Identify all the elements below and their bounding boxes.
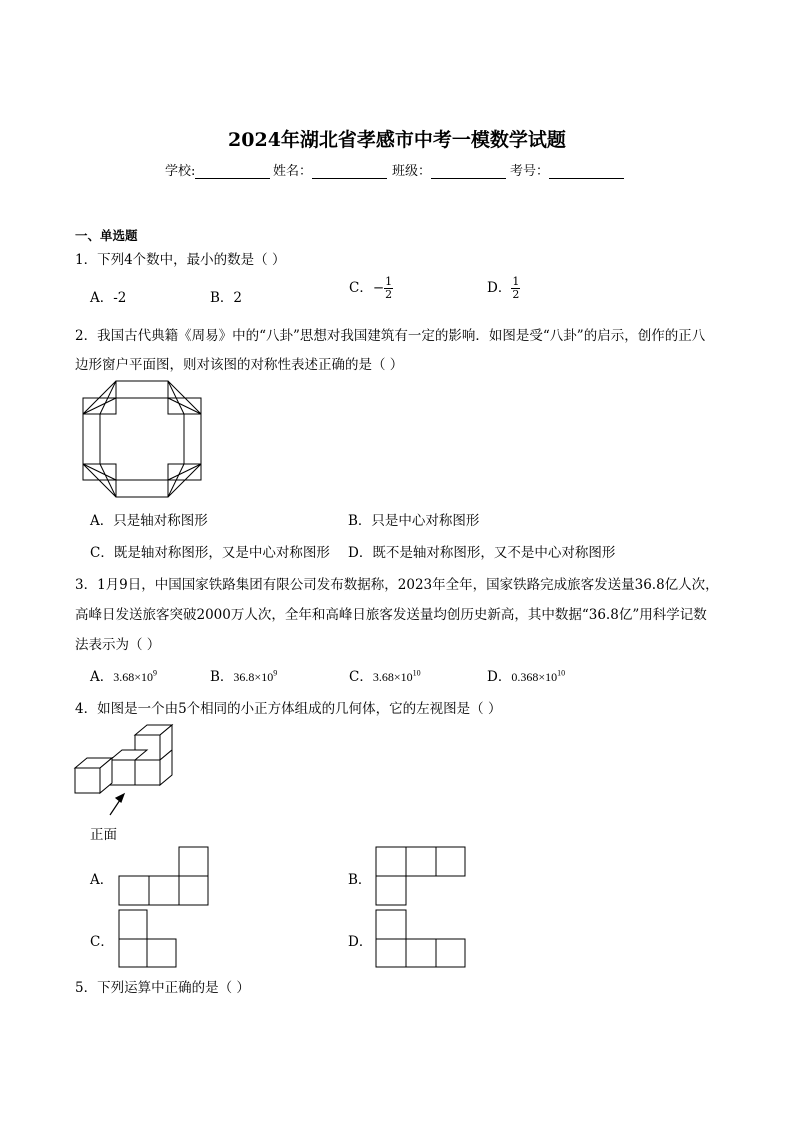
q4-option-c-figure — [118, 909, 180, 969]
q4-option-b-label: B． — [348, 872, 372, 888]
q1-option-a: A．-2 — [90, 290, 127, 306]
page-title: 2024年湖北省孝感市中考一模数学试题 — [228, 129, 566, 151]
cube-solid-figure — [72, 725, 177, 815]
q4-option-a-label: A． — [90, 872, 114, 888]
cube-c3-front — [135, 760, 160, 785]
cube-c1-front — [75, 768, 100, 793]
octagon-window-figure — [82, 380, 202, 498]
q1-option-c — [349, 276, 393, 301]
q3-option-d-label: D． — [487, 669, 512, 685]
q2-option-b: B．只是中心对称图形 — [348, 513, 480, 529]
q2-option-a: A．只是轴对称图形 — [90, 513, 208, 529]
q3-option-a — [90, 665, 157, 685]
q2-stem-line2: 边形窗户平面图，则对该图的对称性表述正确的是（ ） — [75, 357, 404, 373]
q4-stem: 4．如图是一个由5个相同的小正方体组成的几何体，它的左视图是（ ） — [75, 701, 502, 717]
q3-option-d-exp: 10 — [557, 668, 566, 678]
number-field — [510, 160, 624, 179]
name-blank — [312, 164, 387, 179]
school-field — [165, 160, 270, 179]
q1-option-c-fraction — [384, 276, 393, 301]
front-arrow-head — [116, 794, 124, 802]
class-blank — [431, 164, 506, 179]
q5-stem: 5．下列运算中正确的是（ ） — [75, 980, 250, 996]
name-label: 姓名： — [273, 164, 313, 179]
q3-option-b-exp: 9 — [273, 668, 278, 678]
q3-option-b-base: 36.8×10 — [233, 670, 274, 684]
q1-stem: 1．下列4个数中，最小的数是（ ） — [75, 252, 286, 268]
q3-option-c-exp: 10 — [412, 668, 421, 678]
q1-option-b: B．2 — [210, 290, 243, 306]
school-label: 学校: — [165, 164, 196, 179]
q1-d-numerator: 1 — [512, 275, 520, 288]
q3-stem-line1: 3．1月9日，中国国家铁路集团有限公司发布数据称，2023年全年，国家铁路完成旅客发送量36.8亿人次， — [75, 577, 719, 593]
octagon-cross-inner — [100, 398, 184, 480]
section-title: 一、单选题 — [75, 228, 138, 243]
class-label: 班级： — [392, 164, 432, 179]
class-field — [392, 160, 506, 179]
q3-option-a-exp: 9 — [153, 668, 158, 678]
q3-stem-line2: 高峰日发送旅客突破2000万人次，全年和高峰日旅客发送量均创历史新高，其中数据“36.8亿”用科学记数 — [75, 607, 707, 623]
q3-option-c — [349, 665, 421, 685]
q3-option-a-label: A． — [90, 669, 114, 685]
q4-option-c-label: C． — [90, 934, 114, 950]
q3-option-c-base: 3.68×10 — [372, 670, 413, 684]
school-blank — [195, 164, 270, 179]
q2-option-c: C．既是轴对称图形，又是中心对称图形 — [90, 545, 330, 561]
q1-option-c-prefix: C．− — [349, 280, 385, 296]
q2-stem-line1: 2．我国古代典籍《周易》中的“八卦”思想对我国建筑有一定的影响．如图是受“八卦”的启示，创作的正八 — [75, 328, 706, 344]
q1-option-d-fraction — [511, 276, 520, 301]
q1-option-d-prefix: D． — [487, 280, 512, 296]
q3-option-b-label: B． — [210, 669, 234, 685]
q2-option-d: D．既不是轴对称图形，又不是中心对称图形 — [348, 545, 616, 561]
q3-stem-line3: 法表示为（ ） — [75, 637, 161, 653]
q3-option-c-label: C． — [349, 669, 373, 685]
q1-d-denominator: 2 — [512, 288, 520, 301]
number-label: 考号： — [510, 164, 550, 179]
name-field — [273, 160, 387, 179]
q1-option-d — [487, 276, 520, 301]
number-blank — [549, 164, 624, 179]
q1-c-numerator: 1 — [385, 275, 393, 288]
q4-option-b-figure — [375, 846, 467, 906]
q3-option-d-base: 0.368×10 — [511, 670, 558, 684]
cube-c2-front — [110, 760, 135, 785]
front-view-label: 正面 — [90, 827, 117, 843]
q1-c-denominator: 2 — [385, 288, 393, 301]
q4-option-d-figure — [375, 909, 467, 969]
q4-option-d-label: D． — [348, 934, 373, 950]
q3-option-a-base: 3.68×10 — [113, 670, 154, 684]
q3-option-d — [487, 665, 565, 685]
q3-option-b — [210, 665, 277, 685]
q4-option-a-figure — [118, 846, 210, 906]
